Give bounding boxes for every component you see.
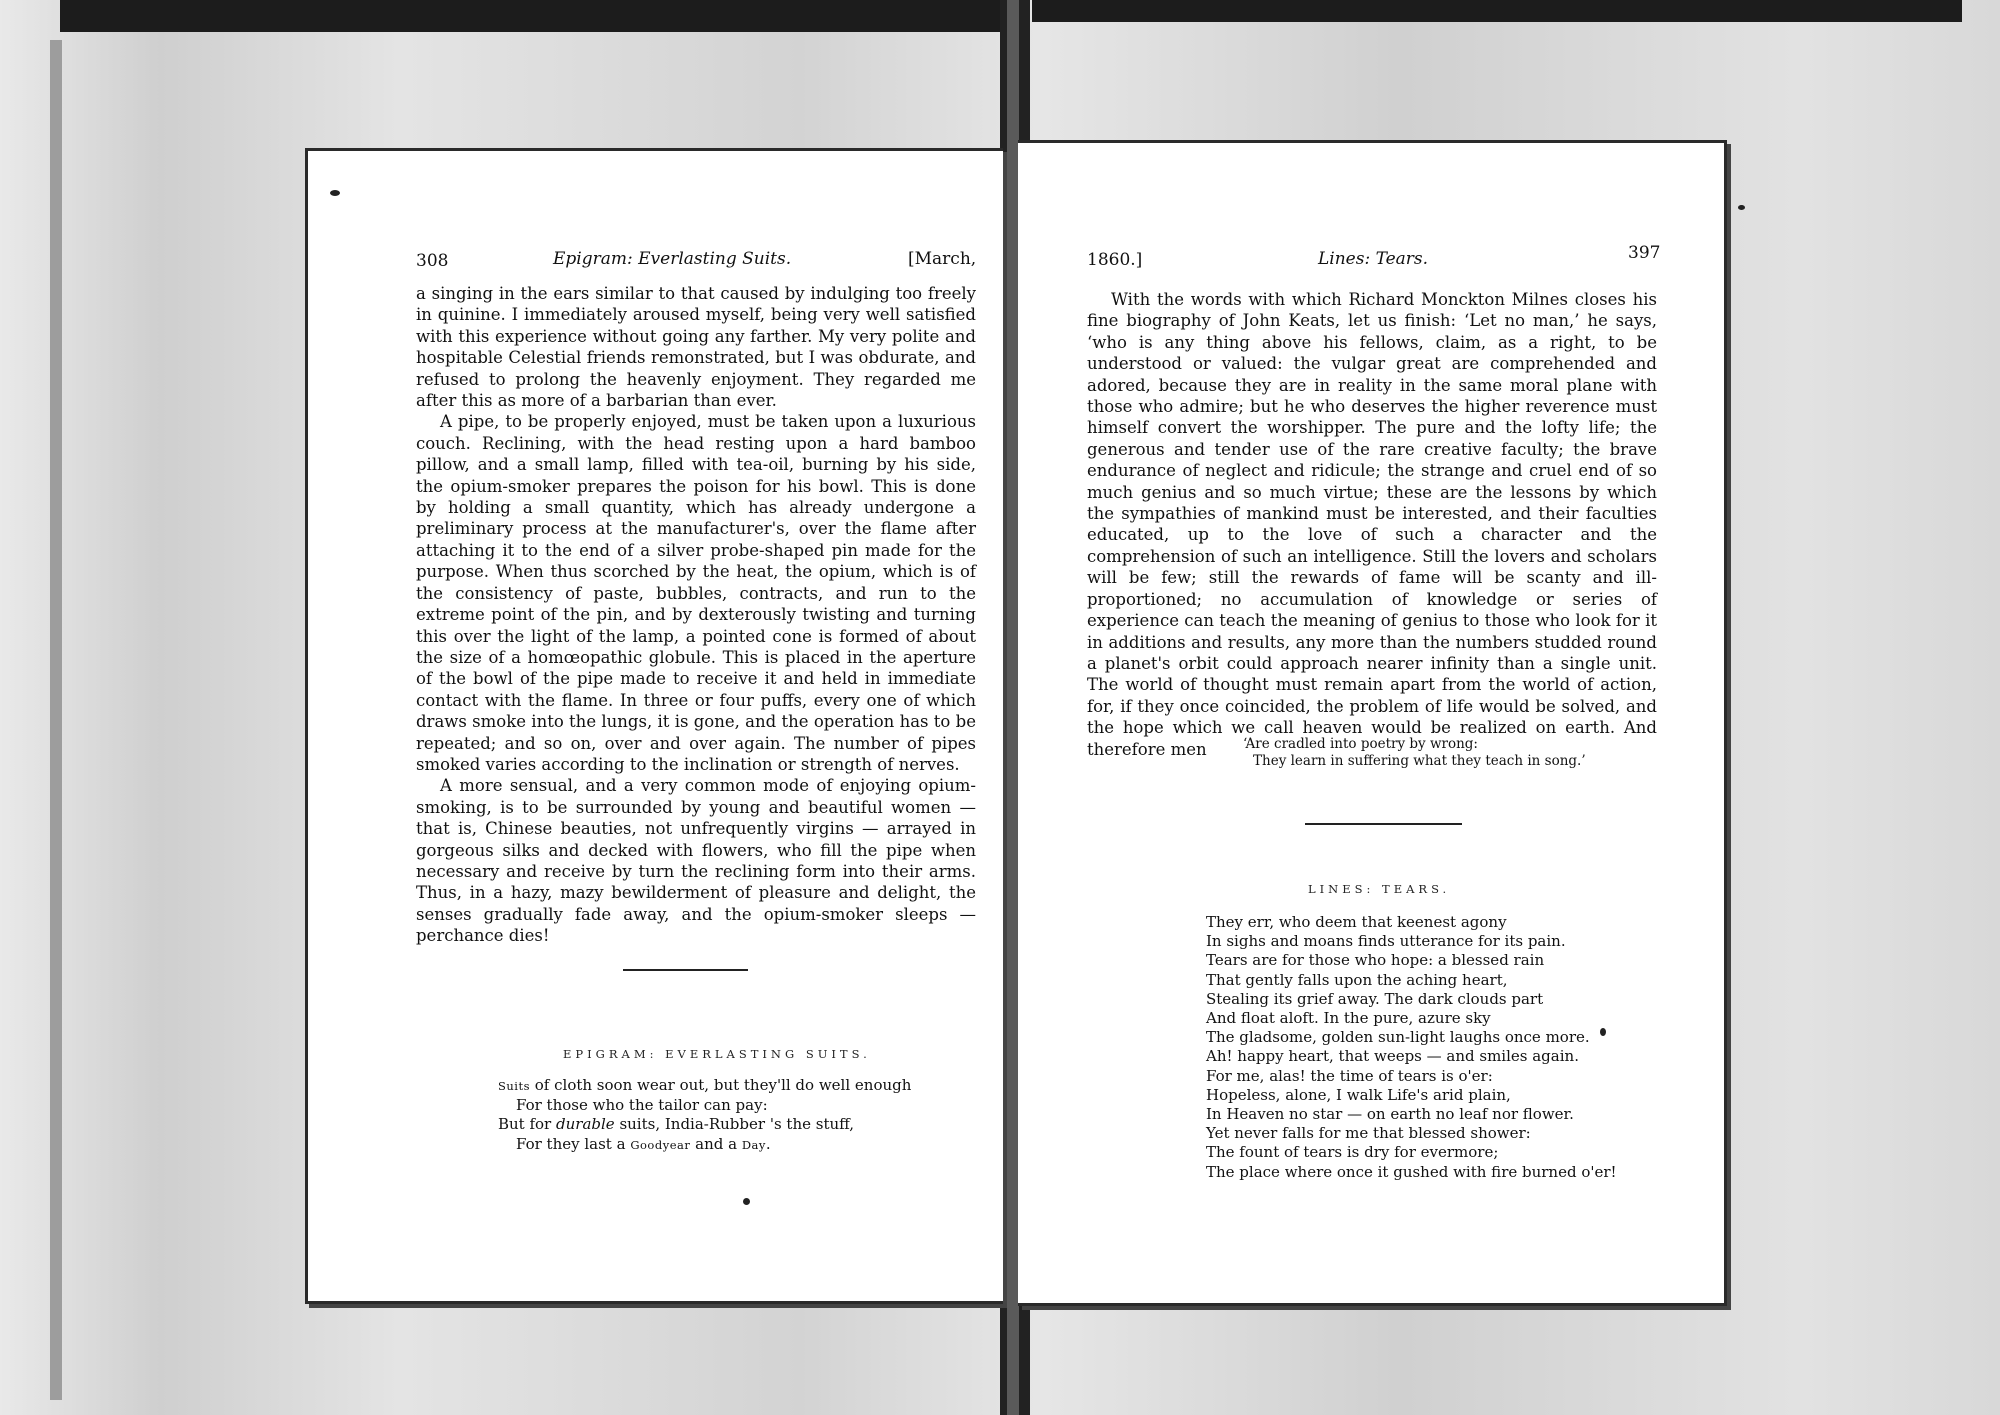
tears-line-8: Ah! happy heart, that weeps — and smiles again. bbox=[1206, 1047, 1579, 1066]
tears-line-6: And float aloft. In the pure, azure sky bbox=[1206, 1009, 1491, 1028]
right-page-number: 397 bbox=[1628, 243, 1661, 263]
right-paragraph: With the words with which Richard Monckton Milnes closes his fine biography of John Keats, let us finish: ‘Let no man,’ he says, ‘who is any thing above his fellows, claim, as a right, to be understood or valued: the vulgar great are comprehended and adored, because they are in reality in the same moral plane with those who admire; but he who deserves the higher reverence must himself convert the worshipper. The pure and the lofty life; the generous and tender use of the rare creative faculty; the brave endurance of neglect and ridicule; the strange and cruel end of so much genius and so much virtue; these are the lessons by which the sympathies of mankind must be interested, and their faculties educated, up to the love of such a character and the comprehension of such an intelligence. Still the lovers and scholars will be few; still the rewards of fame will be scanty and ill-proportioned; no accumulation of knowledge or series of experience can teach the meaning of genius to those who look for it in additions and results, any more than the numbers studded round a planet's orbit could approach nearer infinity than a single unit. The world of thought must remain apart from the world of action, for, if they once coincided, the problem of life would be solved, and the hope which we call heaven would be realized on earth. And therefore men bbox=[1087, 290, 1657, 759]
right-running-year: 1860.] bbox=[1087, 250, 1143, 270]
left-section-rule bbox=[623, 969, 748, 971]
epigram-line-1: Suits of cloth soon wear out, but they'll do well enough bbox=[498, 1076, 912, 1094]
tears-line-5: Stealing its grief away. The dark clouds part bbox=[1206, 989, 1544, 1008]
left-running-title: Epigram: Everlasting Suits. bbox=[553, 249, 792, 269]
tears-line-2: In sighs and moans finds utterance for its pain. bbox=[1206, 932, 1566, 951]
left-paragraph-2: A pipe, to be properly enjoyed, must be taken upon a luxurious couch. Reclining, with the head resting upon a hard bamboo pillow, and a small lamp, filled with tea-oil, burning by his side, the opium-smoker prepares the poison for his bowl. This is done by holding a small quantity, which has already undergone a preliminary process at the manufacturer's, over the flame after attaching it to the end of a silver probe-shaped pin made for the purpose. When thus scorched by the heat, the opium, which is of the consistency of paste, bubbles, contracts, and run to the extreme point of the pin, and by dexterously twisting and turning this over the light of the lamp, a pointed cone is formed of about the size of a homœopathic globule. This is placed in the aperture of the bowl of the pipe made to receive it and held in immediate contact with the flame. In three or four puffs, every one of which draws smoke into the lungs, it is gone, and the operation has to be repeated; and so on, over and over again. The number of pipes smoked varies according to the inclination or strength of nerves. bbox=[416, 412, 976, 774]
epigram-title: EPIGRAM: EVERLASTING SUITS. bbox=[563, 1047, 871, 1061]
epigram-line-2: For those who the tailor can pay: bbox=[516, 1096, 768, 1115]
tears-verse bbox=[1206, 913, 1617, 1182]
epigram-line-3: But for durable suits, India-Rubber 's the stuff, bbox=[498, 1115, 855, 1134]
top-dark-band-left bbox=[60, 0, 1000, 32]
left-paragraph-3: A more sensual, and a very common mode of enjoying opium-smoking, is to be surrounded by young and beautiful women — that is, Chinese beauties, not unfrequently virgins — arrayed in gorgeous silks and decked with flowers, who fill the pipe when necessary and receive by turn the reclining form into their arms. Thus, in a hazy, mazy bewilderment of pleasure and delight, the senses gradually fade away, and the opium-smoker sleeps — perchance dies! bbox=[416, 776, 976, 946]
left-running-month: [March, bbox=[908, 249, 977, 269]
right-page bbox=[1018, 140, 1727, 1306]
speck bbox=[330, 190, 340, 196]
right-section-rule bbox=[1305, 823, 1462, 825]
quote-line-1: ‘Are cradled into poetry by wrong: bbox=[1243, 736, 1478, 752]
quote-line-2: They learn in suffering what they teach in song.’ bbox=[1253, 753, 1586, 769]
tears-line-7: The gladsome, golden sun-light laughs once more. bbox=[1206, 1028, 1590, 1047]
left-body-text bbox=[416, 283, 976, 947]
tears-line-10: Hopeless, alone, I walk Life's arid plain, bbox=[1206, 1085, 1511, 1104]
tears-line-13: The fount of tears is dry for evermore; bbox=[1206, 1143, 1499, 1162]
binding-shadow bbox=[50, 40, 62, 1400]
keats-quote bbox=[1243, 736, 1586, 770]
speck bbox=[743, 1198, 750, 1205]
speck bbox=[1600, 1028, 1606, 1036]
tears-line-12: Yet never falls for me that blessed shower: bbox=[1206, 1124, 1531, 1143]
left-page bbox=[305, 148, 1003, 1304]
right-running-title: Lines: Tears. bbox=[1318, 249, 1429, 269]
epigram-line-4: For they last a Goodyear and a Day. bbox=[516, 1134, 771, 1153]
tears-line-4: That gently falls upon the aching heart, bbox=[1206, 970, 1508, 989]
tears-line-9: For me, alas! the time of tears is o'er: bbox=[1206, 1066, 1493, 1085]
tears-line-3: Tears are for those who hope: a blessed rain bbox=[1206, 951, 1545, 970]
tears-line-11: In Heaven no star — on earth no leaf nor flower. bbox=[1206, 1105, 1574, 1124]
tears-line-1: They err, who deem that keenest agony bbox=[1206, 913, 1507, 931]
right-body-text bbox=[1087, 289, 1657, 760]
left-paragraph-1: a singing in the ears similar to that caused by indulging too freely in quinine. I immediately aroused myself, being very well satisfied with this experience without going any farther. My very polite and hospitable Celestial friends remonstrated, but I was obdurate, and refused to prolong the heavenly enjoyment. They regarded me after this as more of a barbarian than ever. bbox=[416, 284, 976, 411]
lines-tears-title: LINES: TEARS. bbox=[1308, 882, 1451, 896]
top-dark-band-right bbox=[1032, 0, 1962, 22]
left-page-number: 308 bbox=[416, 251, 449, 271]
tears-line-14: The place where once it gushed with fire burned o'er! bbox=[1206, 1162, 1617, 1181]
speck bbox=[1738, 205, 1745, 210]
epigram-verse bbox=[498, 1076, 911, 1155]
